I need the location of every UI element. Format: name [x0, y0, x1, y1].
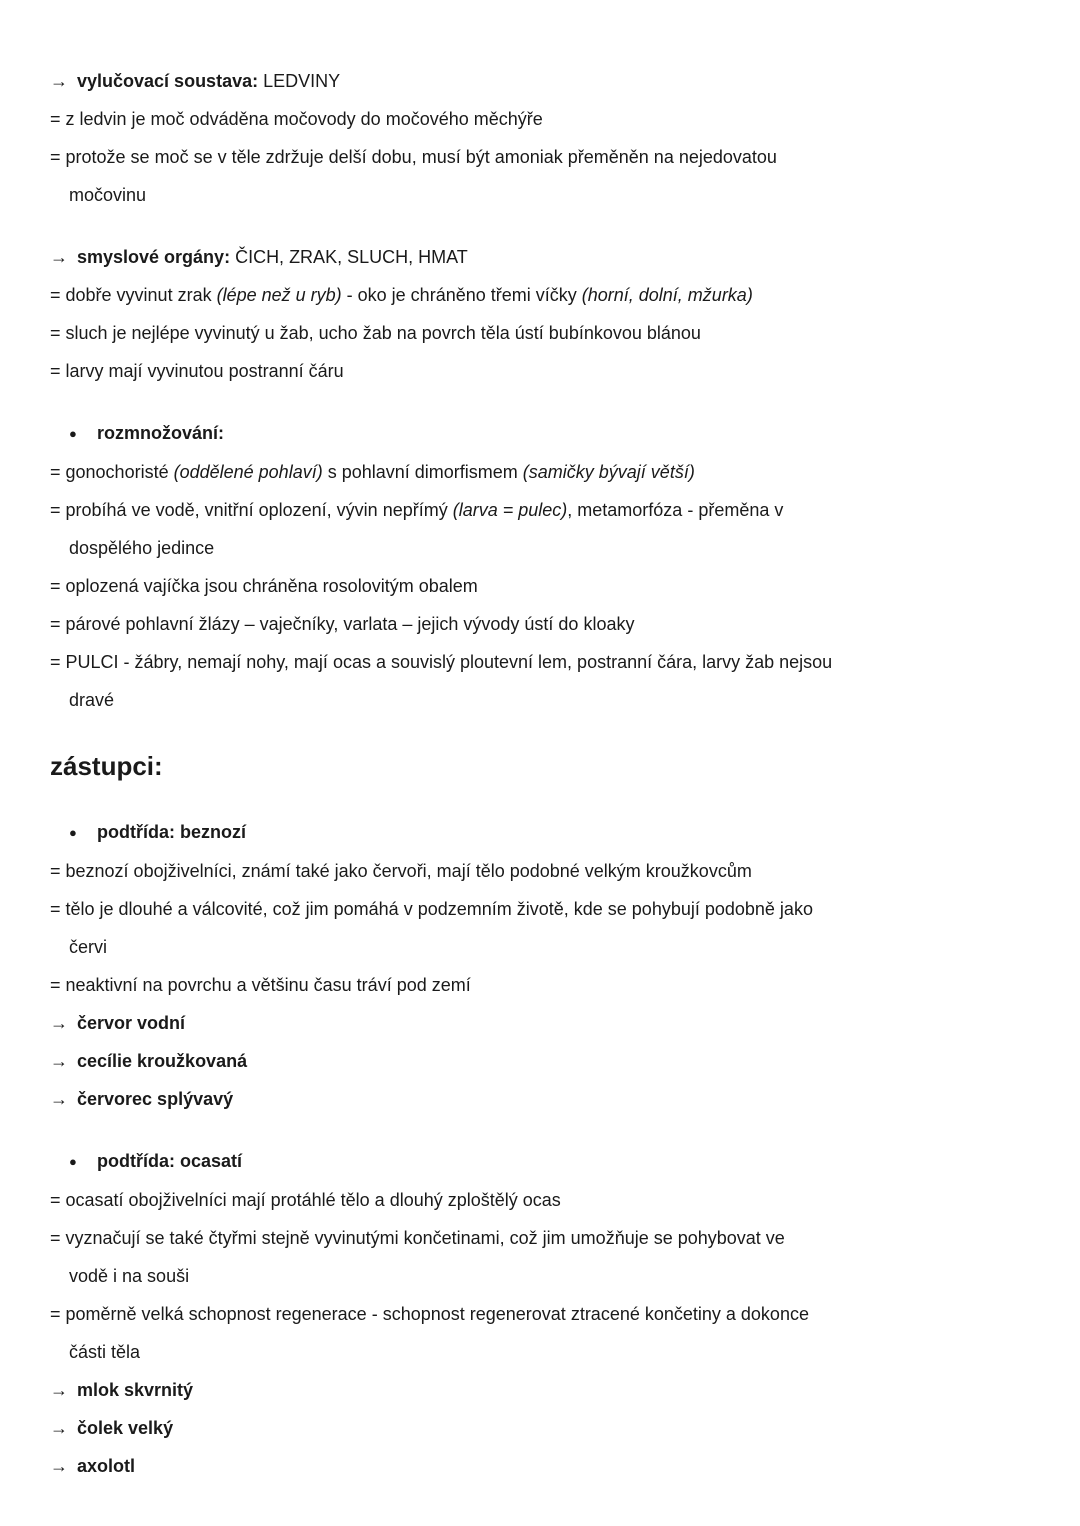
text-segment: = ocasatí obojživelníci mají protáhlé tělo a dlouhý zploštělý ocas: [50, 1190, 561, 1210]
text-segment: cecílie kroužkovaná: [77, 1051, 248, 1071]
text-segment: = sluch je nejlépe vyvinutý u žab, ucho žab na povrch těla ústí bubínkovou blánou: [50, 323, 701, 343]
text-segment: = vyznačují se také čtyřmi stejně vyvinutými končetinami, což jim umožňuje se pohybovat ve: [50, 1228, 785, 1248]
note-line: [50, 1295, 1030, 1333]
arrow-item: [50, 1371, 1030, 1409]
arrow-item: [50, 1409, 1030, 1447]
text-segment: = protože se moč se v těle zdržuje delší dobu, musí být amoniak přeměněn na nejedovatou: [50, 147, 777, 167]
note-line: [50, 453, 1030, 491]
bullet-item: [50, 414, 1030, 453]
spacer: [50, 789, 1030, 813]
spacer: [50, 390, 1030, 414]
arrow-icon: →: [50, 247, 68, 267]
text-segment: , metamorfóza - přeměna v: [567, 500, 784, 520]
note-line: [50, 1181, 1030, 1219]
text-segment: dravé: [69, 690, 115, 710]
text-segment: = gonochoristé: [50, 462, 174, 482]
note-line: [50, 852, 1030, 890]
arrow-icon: →: [50, 1418, 68, 1438]
arrow-icon: →: [50, 1051, 68, 1071]
text-segment: části těla: [69, 1342, 141, 1362]
note-line: [50, 1219, 1030, 1257]
text-segment: červorec splývavý: [77, 1089, 234, 1109]
text-segment: LEDVINY: [258, 71, 341, 91]
note-line: [50, 314, 1030, 352]
note-line: [50, 643, 1030, 681]
section-heading: [50, 743, 1030, 789]
note-line-continuation: [50, 1333, 1030, 1371]
spacer: [50, 214, 1030, 238]
arrow-item: [50, 1447, 1030, 1485]
arrow-icon: →: [50, 1380, 68, 1400]
bullet-icon: ●: [69, 1154, 77, 1169]
arrow-icon: →: [50, 71, 68, 91]
text-segment: = poměrně velká schopnost regenerace - schopnost regenerovat ztracené končetiny a dokonce: [50, 1304, 809, 1324]
text-segment: (oddělené pohlaví): [173, 462, 323, 482]
note-line: [50, 138, 1030, 176]
bullet-item: [50, 1142, 1030, 1181]
text-segment: mlok skvrnitý: [77, 1380, 194, 1400]
text-segment: = oplozená vajíčka jsou chráněna rosolovitým obalem: [50, 576, 478, 596]
text-segment: = beznozí obojživelníci, známí také jako červoři, mají tělo podobné velkým kroužkovcům: [50, 861, 752, 881]
text-segment: vylučovací soustava:: [77, 71, 259, 91]
note-line-continuation: [50, 928, 1030, 966]
text-segment: = dobře vyvinut zrak: [50, 285, 217, 305]
text-segment: vodě i na souši: [69, 1266, 190, 1286]
arrow-item: [50, 1042, 1030, 1080]
text-segment: (lépe než u ryb): [216, 285, 342, 305]
text-segment: močovinu: [69, 185, 147, 205]
note-line-continuation: [50, 529, 1030, 567]
text-segment: smyslové orgány:: [77, 247, 231, 267]
note-line-continuation: [50, 681, 1030, 719]
text-segment: podtřída: ocasatí: [97, 1151, 243, 1171]
note-line: [50, 276, 1030, 314]
note-line: [50, 352, 1030, 390]
arrow-item: [50, 62, 1030, 100]
note-line: [50, 491, 1030, 529]
spacer: [50, 719, 1030, 743]
text-segment: = párové pohlavní žlázy – vaječníky, varlata – jejich vývody ústí do kloaky: [50, 614, 635, 634]
text-segment: ČICH, ZRAK, SLUCH, HMAT: [230, 247, 468, 267]
text-segment: dospělého jedince: [69, 538, 215, 558]
text-segment: = tělo je dlouhé a válcovité, což jim pomáhá v podzemním životě, kde se pohybují podobně jako: [50, 899, 813, 919]
text-segment: = z ledvin je moč odváděna močovody do močového měchýře: [50, 109, 543, 129]
text-segment: axolotl: [77, 1456, 136, 1476]
text-segment: červor vodní: [77, 1013, 186, 1033]
note-line-continuation: [50, 1257, 1030, 1295]
bullet-item: [50, 813, 1030, 852]
arrow-icon: →: [50, 1089, 68, 1109]
text-segment: (larva = pulec): [452, 500, 568, 520]
text-segment: - oko je chráněno třemi víčky: [341, 285, 582, 305]
text-segment: (samičky bývají větší): [522, 462, 695, 482]
note-line: [50, 966, 1030, 1004]
bullet-icon: ●: [69, 825, 77, 840]
text-segment: s pohlavní dimorfismem: [322, 462, 523, 482]
text-segment: = PULCI - žábry, nemají nohy, mají ocas a souvislý ploutevní lem, postranní čára, larvy žab nejsou: [50, 652, 833, 672]
note-line: [50, 100, 1030, 138]
text-segment: = larvy mají vyvinutou postranní čáru: [50, 361, 344, 381]
spacer: [50, 1118, 1030, 1142]
text-segment: zástupci:: [50, 751, 163, 781]
text-segment: = probíhá ve vodě, vnitřní oplození, vývin nepřímý: [50, 500, 453, 520]
note-line: [50, 567, 1030, 605]
arrow-icon: →: [50, 1456, 68, 1476]
text-segment: podtřída: beznozí: [97, 822, 246, 842]
bullet-icon: ●: [69, 426, 77, 441]
text-segment: = neaktivní na povrchu a většinu času tráví pod zemí: [50, 975, 471, 995]
note-line: [50, 890, 1030, 928]
note-line: [50, 605, 1030, 643]
text-segment: červi: [69, 937, 108, 957]
text-segment: rozmnožování:: [97, 423, 225, 443]
note-line-continuation: [50, 176, 1030, 214]
arrow-item: [50, 1004, 1030, 1042]
arrow-icon: →: [50, 1013, 68, 1033]
arrow-item: [50, 238, 1030, 276]
text-segment: (horní, dolní, mžurka): [581, 285, 753, 305]
text-segment: čolek velký: [77, 1418, 174, 1438]
arrow-item: [50, 1080, 1030, 1118]
